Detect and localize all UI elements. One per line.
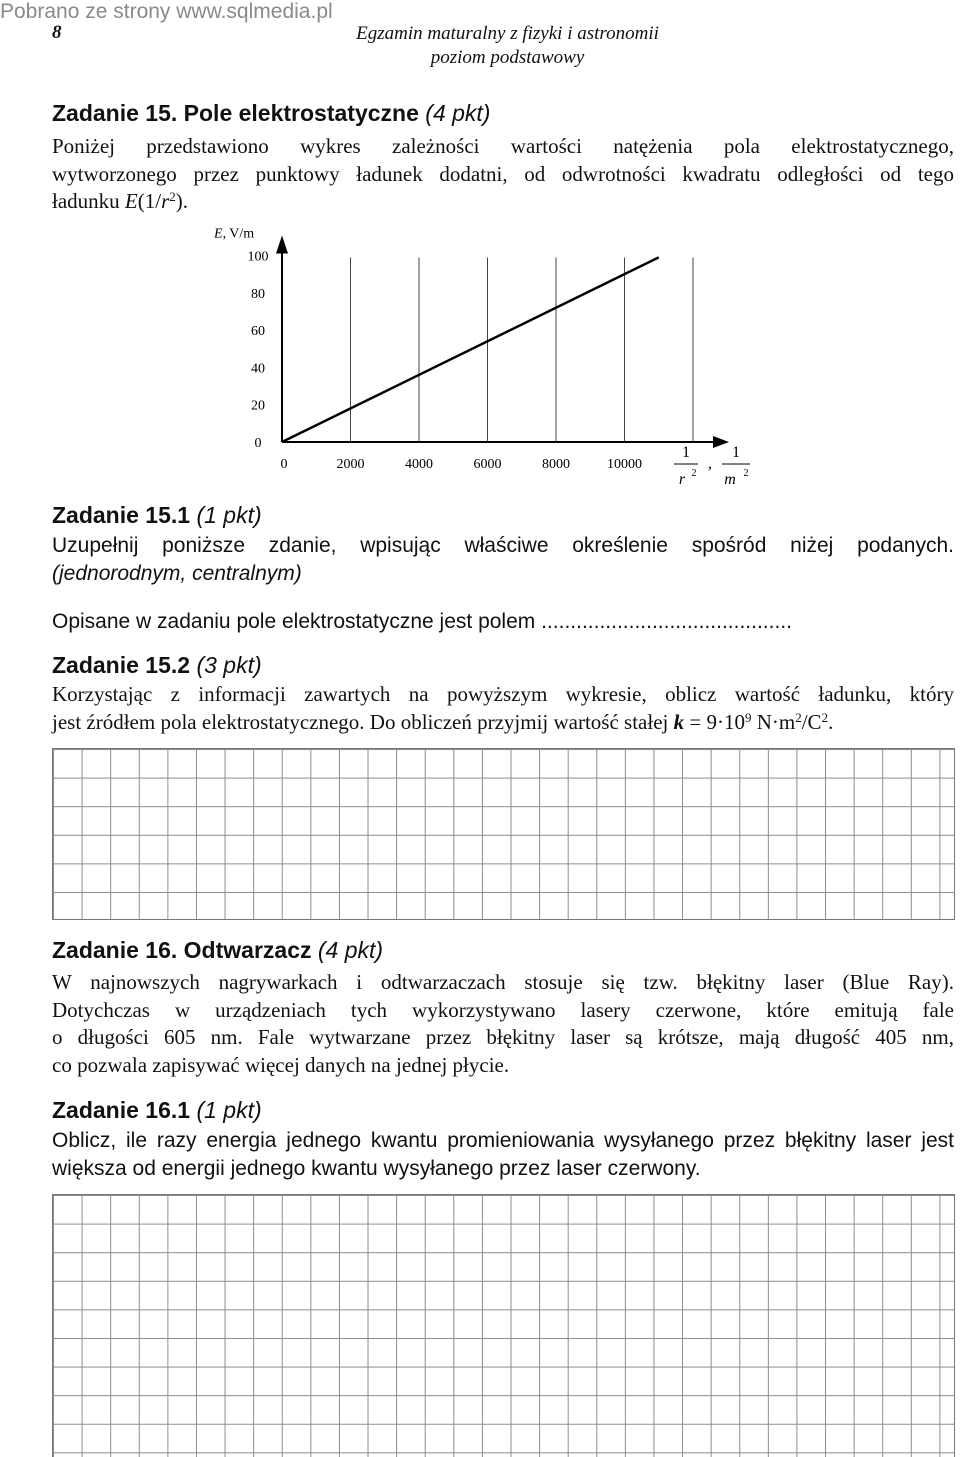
task15-1-heading bbox=[52, 502, 262, 529]
task15-1-answer-sentence[interactable]: Opisane w zadaniu pole elektrostatyczne jest polem ........................................... bbox=[52, 610, 792, 633]
x-label-den-left: r bbox=[678, 471, 686, 488]
task15-intro-line2: wytworzonego przez punktowy ładunek dodatni, od odwrotności kwadratu odległości od tego bbox=[52, 161, 954, 186]
x-label-exp-right: 2 bbox=[743, 468, 749, 479]
task15-1-heading-points: (1 pkt) bbox=[196, 502, 262, 528]
x-tick-label: 0 bbox=[280, 457, 288, 472]
task16-1-line2: większa od energii jednego kwantu wysyłanego przez laser czerwony. bbox=[52, 1156, 701, 1180]
formula-text: /C bbox=[801, 709, 822, 734]
x-tick-label: 10000 bbox=[607, 457, 642, 472]
formula-text: jest źródłem pola elektrostatycznego. Do obliczeń przyjmij wartość stałej bbox=[52, 709, 674, 734]
constant-k: k bbox=[673, 709, 685, 734]
y-tick-label: 80 bbox=[251, 286, 265, 302]
task15-1-body bbox=[52, 532, 954, 587]
y-tick-label: 0 bbox=[254, 436, 262, 451]
task15-2-line1: Korzystając z informacji zawartych na powyższym wykresie, oblicz wartość ładunku, który bbox=[52, 682, 954, 706]
y-tick-label: 40 bbox=[251, 361, 265, 377]
x-tick-label: 2000 bbox=[336, 457, 365, 472]
task16-heading-title: Zadanie 16. Odtwarzacz bbox=[52, 937, 312, 963]
task15-2-heading-points: (3 pkt) bbox=[196, 652, 262, 678]
task16-line2: Dotychczas w urządzeniach tych wykorzystywano lasery czerwone, które emitują fale bbox=[52, 997, 954, 1022]
exam-title-line1: Egzamin maturalny z fizyki i astronomii bbox=[356, 23, 659, 44]
y-axis-arrow bbox=[276, 236, 288, 254]
exam-title bbox=[300, 22, 715, 70]
task15-heading bbox=[52, 100, 490, 127]
task15-2-heading-title: Zadanie 15.2 bbox=[52, 652, 191, 678]
task16-1-line1: Oblicz, ile razy energia jednego kwantu promieniowania wysyłanego przez błękitny laser jest bbox=[52, 1129, 954, 1152]
intro-text: (1/ bbox=[137, 189, 162, 213]
x-tick-label: 4000 bbox=[405, 457, 433, 472]
intro-exponent: 2 bbox=[169, 189, 176, 204]
intro-text: ). bbox=[175, 189, 188, 213]
x-label-num-left: 1 bbox=[682, 444, 690, 461]
y-tick-label: 100 bbox=[247, 249, 269, 265]
formula-text: N·m bbox=[751, 709, 796, 734]
task15-1-heading-title: Zadanie 15.1 bbox=[52, 502, 191, 528]
x-tick-label: 8000 bbox=[542, 457, 570, 472]
intro-symbol-r: r bbox=[161, 189, 170, 213]
formula-text: . bbox=[828, 709, 834, 734]
task15-intro-line3 bbox=[52, 188, 954, 216]
task15-2-heading bbox=[52, 652, 262, 679]
x-tick-label: 6000 bbox=[473, 457, 502, 472]
task15-heading-points: (4 pkt) bbox=[425, 100, 491, 126]
task16-1-heading-title: Zadanie 16.1 bbox=[52, 1097, 191, 1123]
y-tick-label: 20 bbox=[251, 398, 265, 414]
answer-grid-16-1[interactable] bbox=[52, 1194, 955, 1457]
task15-heading-title: Zadanie 15. Pole elektrostatyczne bbox=[52, 100, 419, 126]
page-number: 8 bbox=[52, 22, 62, 43]
task16-line1: W najnowszych nagrywarkach i odtwarzaczach stosuje się tzw. błękitny laser (Blue Ray). bbox=[52, 970, 954, 994]
exam-title-line2: poziom podstawowy bbox=[430, 47, 585, 68]
task15-intro bbox=[52, 133, 954, 216]
task16-1-heading-points: (1 pkt) bbox=[196, 1097, 262, 1123]
formula-exponent: 9 bbox=[744, 709, 752, 725]
y-tick-label: 60 bbox=[251, 324, 265, 340]
data-line bbox=[282, 257, 659, 442]
formula-exponent: 2 bbox=[795, 709, 802, 725]
task16-line4: co pozwala zapisywać więcej danych na jednej płycie. bbox=[52, 1052, 510, 1077]
task15-intro-line1: Poniżej przedstawiono wykres zależności wartości natężenia pola elektrostatycznego, bbox=[52, 134, 954, 158]
intro-symbol-e: E bbox=[124, 189, 138, 213]
answer-grid-15-2[interactable] bbox=[52, 748, 955, 920]
field-chart bbox=[0, 215, 960, 495]
source-watermark: Pobrano ze strony www.sqlmedia.pl bbox=[0, 0, 333, 23]
task16-line3: o długości 605 nm. Fale wytwarzane przez błękitny laser są krótsze, mają długość 405 nm, bbox=[52, 1025, 954, 1049]
x-label-den-right: m bbox=[724, 471, 736, 488]
intro-text: ładunku bbox=[52, 189, 125, 213]
task16-heading bbox=[52, 937, 383, 964]
task15-1-options: (jednorodnym, centralnym) bbox=[52, 561, 302, 585]
task15-2-line2 bbox=[52, 709, 954, 737]
task15-2-body bbox=[52, 681, 954, 736]
x-label-num-right: 1 bbox=[732, 444, 740, 461]
task15-1-instruction: Uzupełnij poniższe zdanie, wpisując właściwe określenie spośród niżej podanych. bbox=[52, 534, 954, 557]
x-axis-arrow bbox=[713, 436, 729, 448]
x-label-exp-left: 2 bbox=[691, 468, 697, 479]
task16-heading-points: (4 pkt) bbox=[317, 937, 384, 963]
formula-text: = 9·10 bbox=[684, 709, 745, 734]
y-axis-label: E, V/m bbox=[214, 226, 255, 242]
task15-1-sentence bbox=[52, 608, 954, 636]
task16-1-body bbox=[52, 1127, 954, 1182]
x-label-separator: , bbox=[708, 455, 712, 472]
formula-exponent: 2 bbox=[821, 709, 829, 725]
task16-body bbox=[52, 969, 954, 1079]
task16-1-heading bbox=[52, 1097, 262, 1124]
